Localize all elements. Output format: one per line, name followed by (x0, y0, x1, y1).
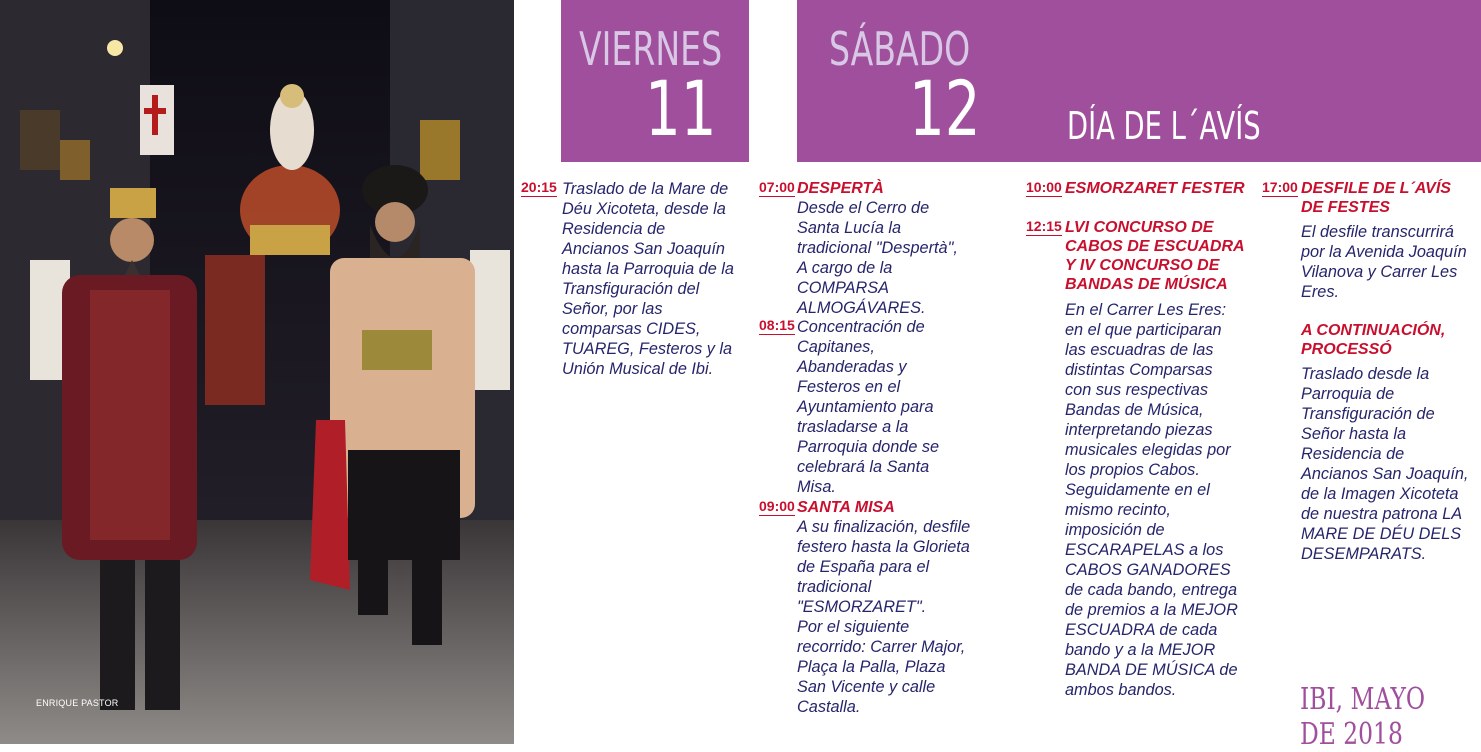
event-description: En el Carrer Les Eres: en el que participaran las escuadras de las distintas Comparsas con sus respectivas Bandas de Música, interpretando piezas musicales elegidas por los propios Cabos. Seguidamente en el mismo recinto, imposición de ESCARAPELAS a los CABOS GANADORES de cada bando, entrega de premios a la MEJOR ESCUADRA de cada bando y a la MEJOR BANDA DE MÚSICA de ambos bandos. (1065, 301, 1238, 699)
event-title: DESPERTÀ (797, 180, 884, 197)
event-description: Traslado desde la Parroquia de Transfiguración de Señor hasta la Residencia de Ancianos San Joaquín, de la Imagen Xicoteta de nuestra patrona LA MARE DE DÉU DELS DESEMPARATS. (1301, 365, 1469, 563)
event-description: Desde el Cerro de Santa Lucía la tradicional "Despertà", A cargo de la COMPARSA ALMOGÁVARES. (797, 199, 958, 317)
event-description: A su finalización, desfile festero hasta la Glorieta de España para el tradicional "ESMORZARET". Por el siguiente recorrido: Carrer Major, Plaça la Palla, Plaza San Vicente y calle Castalla. (797, 518, 971, 716)
saturday-header (797, 0, 1481, 162)
friday-header (561, 0, 749, 162)
event-time: 09:00 (759, 498, 795, 514)
saturday-subtitle: DÍA DE L´AVÍS (1067, 104, 1261, 148)
saturday-day-number: 12 (909, 64, 981, 153)
procession-photo-illustration (0, 0, 514, 744)
event-title: LVI CONCURSO DE CABOS DE ESCUADRA Y IV CONCURSO DE BANDAS DE MÚSICA (1065, 219, 1245, 293)
event-time: 17:00 (1262, 179, 1298, 195)
event-description: Traslado de la Mare de Déu Xicoteta, desde la Residencia de Ancianos San Joaquín hasta la Parroquia de la Transfiguración del Señor, por las comparsas CIDES, TUAREG, Festeros y la Unión Musical de Ibi. (562, 180, 734, 378)
event-time: 08:15 (759, 317, 795, 333)
event-time: 10:00 (1026, 179, 1062, 195)
event-title: A CONTINUACIÓN, PROCESSÓ (1301, 322, 1446, 358)
friday-day-label: VIERNES (579, 22, 723, 76)
event-time: 12:15 (1026, 218, 1062, 234)
event-title: ESMORZARET FESTER (1065, 180, 1245, 197)
procession-photo (0, 0, 514, 744)
event-title: DESFILE DE L´AVÍS DE FESTES (1301, 180, 1451, 216)
saturday-day-label: SÁBADO (829, 22, 971, 76)
event-time: 07:00 (759, 179, 795, 195)
event-description: El desfile transcurrirá por la Avenida Joaquín Vilanova y Carrer Les Eres. (1301, 223, 1467, 301)
footer-date: IBI, MAYO DE 2018 (1300, 682, 1426, 752)
event-title: SANTA MISA (797, 499, 895, 516)
event-description: Concentración de Capitanes, Abanderadas y Festeros en el Ayuntamiento para trasladarse a la Parroquia donde se celebrará la Santa Misa. (797, 318, 940, 496)
event-time: 20:15 (521, 179, 557, 195)
photo-credit: ENRIQUE PASTOR (36, 698, 119, 708)
friday-day-number: 11 (645, 64, 717, 153)
